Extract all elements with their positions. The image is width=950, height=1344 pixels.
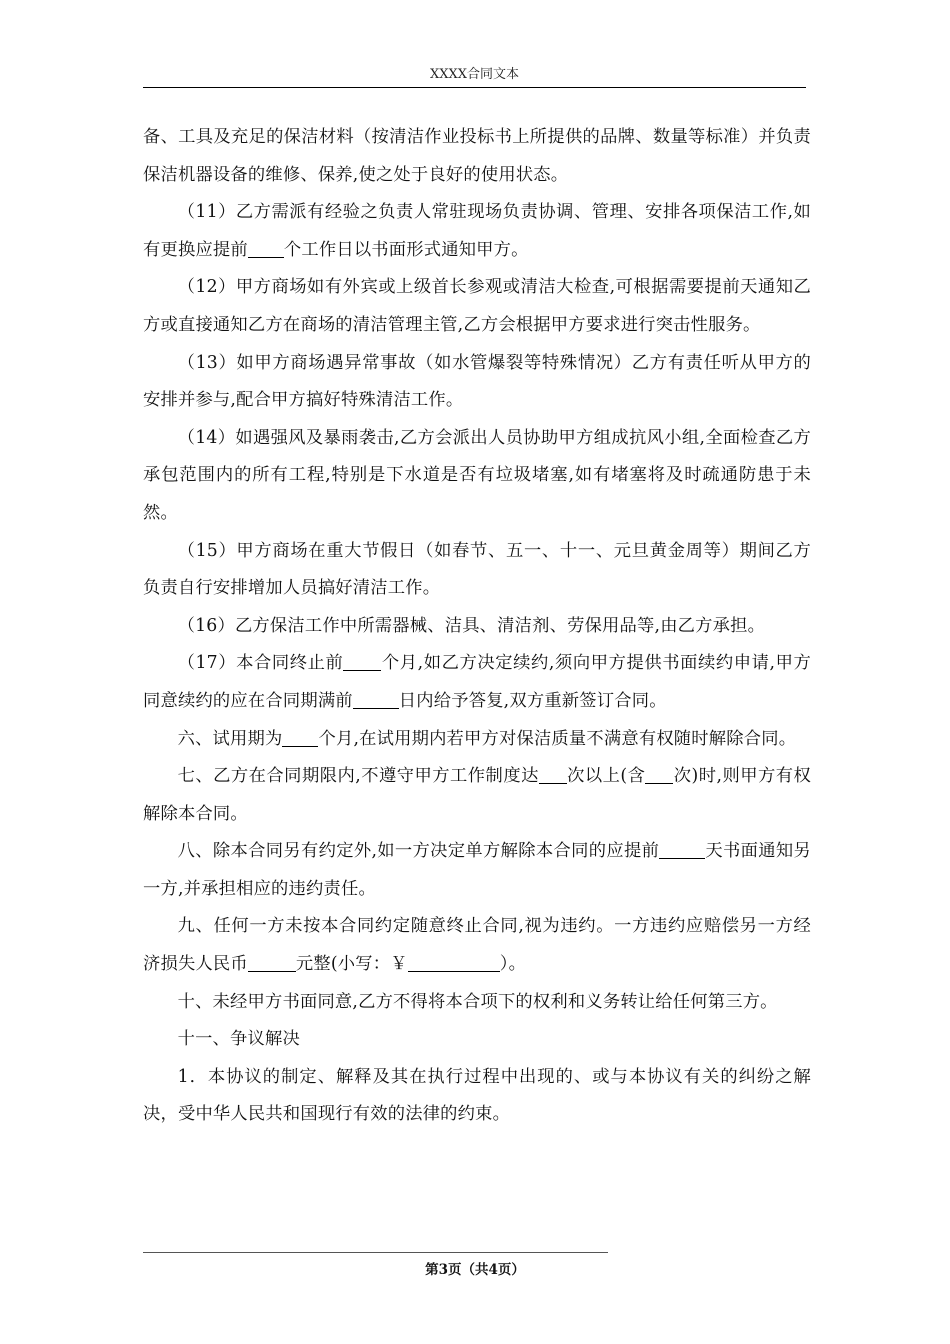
paragraph-clause-12: （12）甲方商场如有外宾或上级首长参观或清洁大检查,可根据需要提前天通知乙方或直接通知乙方在商场的清洁管理主管,乙方会根据甲方要求进行突击性服务。 — [143, 277, 811, 335]
clause-text: 次以上(含 — [566, 766, 646, 787]
paragraph-continuation: 备、工具及充足的保洁材料（按清洁作业投标书上所提供的品牌、数量等标准）并负责保洁机器设备的维修、保养,使之处于良好的使用状态。 — [143, 127, 811, 185]
fill-blank[interactable] — [343, 653, 381, 671]
paragraph-clause-13: （13）如甲方商场遇异常事故（如水管爆裂等特殊情况）乙方有责任听从甲方的安排并参与,配合甲方搞好特殊清洁工作。 — [143, 352, 811, 411]
clause-text: 个月,在试用期内若甲方对保洁质量不满意有权随时解除合同。 — [318, 728, 797, 749]
fill-blank[interactable] — [248, 239, 284, 257]
section-heading-11: 十一、争议解决 — [177, 1029, 300, 1050]
clause-text: 六、试用期为 — [177, 728, 283, 749]
clause-text: 八、除本合同另有约定外,如一方决定单方解除本合同的应提前 — [177, 841, 660, 862]
fill-blank[interactable] — [659, 841, 705, 859]
paragraph-clause-15: （15）甲方商场在重大节假日（如春节、五一、十一、元旦黄金周等）期间乙方负责自行安排增加人员搞好清洁工作。 — [143, 540, 811, 599]
clause-text: 日内给予答复,双方重新签订合同。 — [398, 690, 667, 711]
paragraph-section-6 — [143, 721, 811, 759]
clause-text: 个月,如乙方决定续约,须向甲方提供书面续约申请,甲方同意续约的应在合同期满前 — [143, 653, 811, 711]
clause-text: 七、乙方在合同期限内,不遵守甲方工作制度达 — [177, 766, 539, 787]
page-header: XXXX合同文本 — [429, 67, 520, 82]
header-divider — [143, 87, 806, 88]
clause-text: （11）乙方需派有经验之负责人常驻现场负责协调、管理、安排各项保洁工作,如有更换应提前 — [143, 202, 811, 260]
fill-blank[interactable] — [645, 766, 673, 784]
fill-blank[interactable] — [282, 728, 318, 746]
fill-blank[interactable] — [539, 766, 567, 784]
page-number: 第3页（共4页） — [425, 1262, 525, 1278]
clause-text: 个工作日以书面形式通知甲方。 — [283, 239, 529, 260]
clause-text: ）。 — [499, 954, 527, 975]
fill-blank[interactable] — [248, 954, 296, 972]
paragraph-clause-14: （14）如遇强风及暴雨袭击,乙方会派出人员协助甲方组成抗风小组,全面检查乙方承包范围内的所有工程,特别是下水道是否有垃圾堵塞,如有堵塞将及时疏通防患于未然。 — [143, 427, 811, 523]
paragraph-clause-11 — [143, 194, 811, 269]
fill-blank[interactable] — [408, 954, 500, 972]
clause-text: （17）本合同终止前 — [177, 653, 344, 674]
clause-text: 天书面通知另一方,并承担相应的违约责任。 — [143, 841, 811, 899]
paragraph-section-10: 十、未经甲方书面同意,乙方不得将本合项下的权利和义务转让给任何第三方。 — [177, 991, 778, 1012]
paragraph-section-8 — [143, 833, 811, 908]
document-body — [143, 119, 811, 1134]
paragraph-clause-16: （16）乙方保洁工作中所需器械、洁具、清洁剂、劳保用品等,由乙方承担。 — [177, 615, 766, 636]
paragraph-section-9 — [143, 908, 811, 983]
clause-text: 九、任何一方未按本合同约定随意终止合同,视为违约。一方违约应赔偿另一方经济损失人民币 — [143, 916, 811, 975]
footer-divider — [143, 1252, 608, 1253]
clause-text: 次)时,则甲方有权解除本合同。 — [143, 766, 811, 824]
clause-text: 元整(小写：￥ — [295, 954, 408, 975]
paragraph-section-7 — [143, 758, 811, 833]
paragraph-dispute-1: 1．本协议的制定、解释及其在执行过程中出现的、或与本协议有关的纠纷之解决，受中华人民共和国现行有效的法律的约束。 — [143, 1066, 811, 1125]
fill-blank[interactable] — [353, 691, 399, 709]
paragraph-clause-17 — [143, 645, 811, 720]
